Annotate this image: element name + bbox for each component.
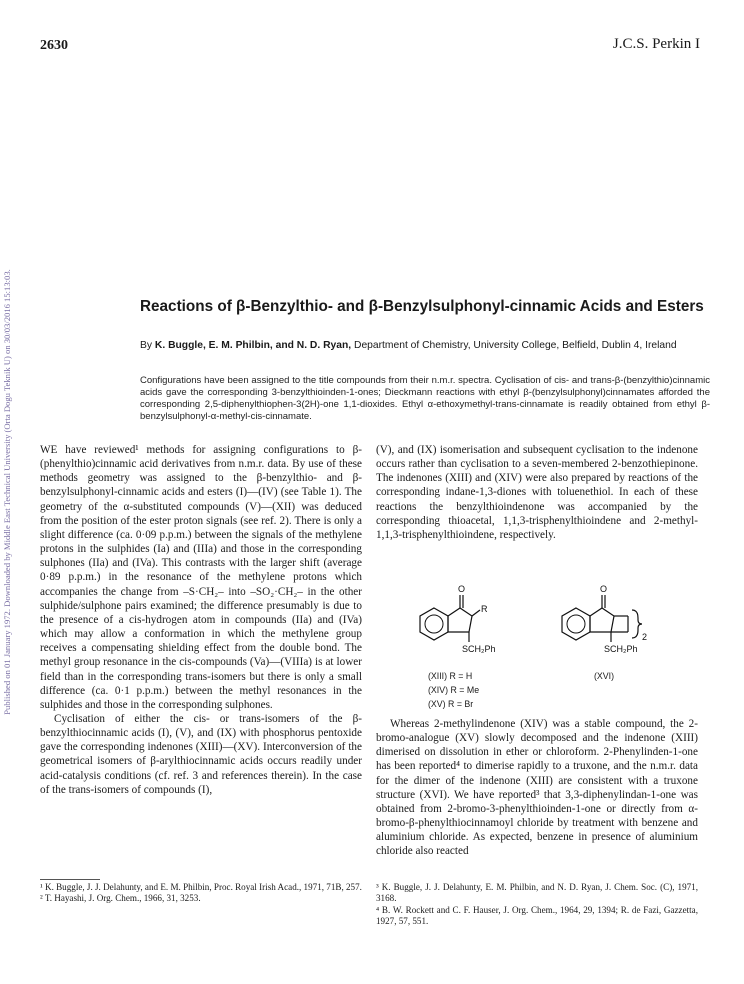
paragraph: (V), and (IX) isomerisation and subsequent cyclisation to the indenone occurs rather than cyclisation to a seven-membered 2-benzothiepinone. The indenones (XIII) and (XIV) were also prepared by reactions of the corresponding indane-1,3-diones with toluenethiol. In each of these reactions the benzylthioindenone was accompanied by the corresponding thioacetal, 1,1,3-trisphenylthioindene and 2-methyl-1,1,3-trisphenylthioindene, respectively. [376,444,698,541]
indenone-structure [420,595,480,642]
body-column-right [376,443,698,542]
label-xvi: (XVI) [594,671,615,681]
benzylthio-left: SCH₂Ph [462,644,496,654]
footnote: ² T. Hayashi, J. Org. Chem., 1966, 31, 3253. [40,893,201,904]
structure-scheme [376,580,698,690]
body-column-right-continued [376,717,698,859]
byline [140,339,710,352]
byline-by: By [140,340,153,351]
footnotes-left [40,882,362,905]
benzylthio-right: SCH₂Ph [604,644,638,654]
footnote: ³ K. Buggle, J. J. Delahunty, E. M. Philbin, and N. D. Ryan, J. Chem. Soc. (C), 1971, 3168. [376,882,698,904]
body-column-left [40,443,362,797]
paragraph: WE have reviewed¹ methods for assigning configurations to β-(phenylthio)cinnamic acid derivatives from n.m.r. data. By use of these methods geometry was assigned to the β-benzylthio- and β-benzylsulphonyl-cinnamic acids and esters (I)—(IV) (see Table 1). The geometry of the α-substituted compounds (V)—(XII) was deduced from the position of the ester proton signals (see ref. 2). There is only a slight difference (ca. 0·09 p.p.m.) between the signals of the methylene protons in the sulphides (Ia) and (IIIa) and those in the corresponding sulphones (IIa) and (IVa). This contrasts with the larger shift (average 0·89 p.p.m.) in the resonance of the methylene protons which accompanies the change from –S·CH₂– into –SO₂·CH₂– in the other sulphide/sulphone pairs examined; the difference presumably is due to the presence of a cis-hydrogen atom in compounds (IIa) and (IVa) which may allow a conformation in which the methylene group receives a compensating shielding effect from the double bond. The methyl group resonance in the cis-compounds (Va)—(VIIIa) is at lower field than in the corresponding trans-isomers but there is only a small difference (ca. 0·1 p.p.m.) between the methyl resonances in the sulphides and those in the corresponding sulphones. [40,444,362,711]
truxone-structure [562,595,642,642]
page-number: 2630 [40,38,68,53]
carbonyl-o-right: O [600,584,608,594]
footnotes-right [376,882,698,928]
dimer-subscript: 2 [642,632,648,642]
label-xiv: (XIV) R = Me [428,685,480,695]
download-watermark [0,0,14,984]
carbonyl-o-left: O [458,584,466,594]
label-xv: (XV) R = Br [428,699,474,709]
paragraph: Whereas 2-methylindenone (XIV) was a stable compound, the 2-bromo-analogue (XV) slowly decomposed and the indenone (XIII) dimerised on dissolution in ether or chloroform. 2-Phenylinden-1-one has been reported⁴ to dimerise rapidly to a truxone, and the n.m.r. data for the dimer of the indenone (XIII) are consistent with a truxone structure (XVI). We have reported³ that 3,3-diphenylindan-1-one was obtained from 2-bromo-3-phenylthioinden-1-one or directly from α-bromo-β-phenylthiocinnamoyl chloride by treatment with benzene and aluminium chloride. As expected, benzene in presence of aluminium chloride also reacted [376,718,698,858]
download-note: Published on 01 January 1972. Downloaded by Middle East Technical University (Orta Dogu Teknik U) on 30/03/2016 15:13:03. [2,269,12,715]
footnote-rule [40,879,100,880]
journal-name: J.C.S. Perkin I [612,36,700,52]
affiliation: Department of Chemistry, University College, Belfield, Dublin 4, Ireland [354,340,677,351]
label-xiii: (XIII) R = H [428,671,473,681]
article-title: Reactions of β-Benzylthio- and β-Benzylsulphonyl-cinnamic Acids and Esters [140,298,704,315]
footnote: ¹ K. Buggle, J. J. Delahunty, and E. M. Philbin, Proc. Royal Irish Acad., 1971, 71B, 257. [40,882,362,892]
paragraph: Cyclisation of either the cis- or trans-isomers of the β-benzylthiocinnamic acids (I), (V), and (IX) with phosphorus pentoxide gave the corresponding indenones (XIII)—(XV). Interconversion of the geometrical isomers of β-arylthiocinnamic acids occurs readily under acid-catalysis conditions (cf. ref. 3 and references therein). In the case of the trans-isomers of compounds (I), [40,712,362,796]
authors: K. Buggle, E. M. Philbin, and N. D. Ryan, [154,340,352,351]
r-substituent: R [481,604,488,614]
abstract: Configurations have been assigned to the title compounds from their n.m.r. spectra. Cyclisation of cis- and trans-β-(benzylthio)cinnamic acids gave the corresponding 3-benzylthioinden-1-ones; Dieckmann reactions with ethyl β-(benzylsulphonyl)cinnamates afforded the corresponding 2,5-diphenylthiophen-3(2H)-one 1,1-dioxides. Ethyl α-ethoxymethyl-trans-cinnamate is readily obtained from ethyl β-benzylsulphonyl-α-methyl-cis-cinnamate. [140,375,710,422]
footnote: ⁴ B. W. Rockett and C. F. Hauser, J. Org. Chem., 1964, 29, 1394; R. de Fazi, Gazzetta, 1927, 57, 551. [376,904,698,927]
